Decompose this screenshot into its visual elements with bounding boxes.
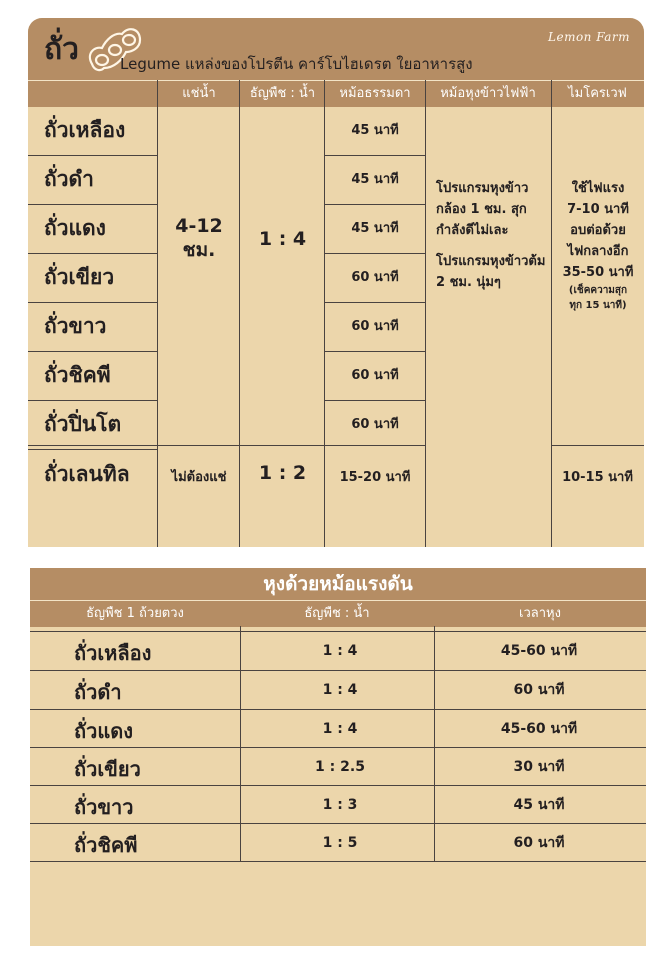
table-row [28,351,158,401]
header-subtitle: Legume แหล่งของโปรตีน คาร์โบไฮเดรต ใยอาหารสูง [120,55,473,73]
table-row [28,106,158,156]
grid-line [551,445,644,446]
pot-time: 60 นาที [351,417,399,432]
pot-time: 45 นาที [325,106,425,156]
pot-time: 60 นาที [325,302,425,352]
table-row [28,253,158,303]
bean-name: ถั่วเหลือง [44,118,126,142]
bean-name: ถั่วชิคพี [44,363,111,387]
bean-name: ถั่วชิคพี [74,833,138,857]
grid-line [30,861,646,862]
microwave-line: ไฟกลางอีก [567,244,629,259]
bean-name: ถั่วแดง [44,216,106,240]
ratio-value: 1 : 4 [258,228,307,250]
bean-name: ถั่วเลนทิล [44,462,130,486]
lentil-ratio: 1 : 2 [258,462,307,484]
soak-time-value: 4-12 [175,215,223,237]
table-row [30,671,646,709]
pot-time: 45 นาที [325,204,425,254]
col-bean: ธัญพืช 1 ถ้วยตวง [86,606,184,621]
ratio-value: 1 : 5 [322,835,358,851]
table-row [30,710,646,748]
col-time: เวลาหุง [519,606,561,621]
card-header [28,18,644,80]
bean-name: ถั่วเหลือง [74,641,152,665]
ratio-value: 1 : 4 [322,682,358,698]
pressure-cooker-title: หุงด้วยหม้อแรงดัน [30,568,646,600]
grid-line [425,80,426,547]
cook-time: 45-60 นาที [500,643,578,659]
rice-cooker-p2: โปรแกรมหุงข้าวต้ม 2 ชม. นุ่มๆ [436,254,546,290]
cook-time: 30 นาที [513,759,565,775]
page-title: ถั่ว [44,32,80,67]
col-soak: แช่น้ำ [182,86,216,101]
microwave-line: อบต่อด้วย [570,223,626,238]
table-row [28,400,158,450]
pot-time: 45 นาที [325,155,425,205]
table2-column-header [30,600,646,627]
microwave-note: (เช็คความสุก [568,285,628,296]
cook-time: 60 นาที [513,835,565,851]
ratio-value: 1 : 4 [322,643,358,659]
table-row [28,204,158,254]
bean-name: ถั่วแดง [74,719,133,743]
bean-name: ถั่วดำ [44,167,94,191]
bean-name: ถั่วขาว [44,314,107,338]
rice-cooker-p1: โปรแกรมหุงข้าวกล้อง 1 ชม. สุกกำลังดีไม่เละ [436,181,529,238]
microwave-line: 35-50 นาที [562,265,634,280]
ratio-value: 1 : 2.5 [315,759,365,775]
col-ratio: ธัญพืช : น้ำ [304,606,370,621]
col-microwave: ไมโครเวฟ [568,86,627,101]
lentil-microwave-time: 10-15 นาที [562,470,633,485]
bean-name: ถั่วดำ [74,680,122,704]
pot-time: 60 นาที [325,351,425,401]
cook-time: 60 นาที [513,682,565,698]
brand-logo: Lemon Farm [548,30,630,44]
pressure-cooker-card [30,568,646,946]
bean-name: ถั่วขาว [74,795,134,819]
table-row [30,786,646,824]
table-row [30,748,646,786]
microwave-note: ทุก 15 นาที) [569,300,627,311]
bean-name: ถั่วปิ่นโต [44,412,122,436]
cook-time: 45 นาที [513,797,565,813]
pot-time: 60 นาที [325,253,425,303]
col-pot: หม้อธรรมดา [339,86,411,101]
soak-time [158,214,240,262]
col-ratio: ธัญพืช : น้ำ [249,86,316,101]
ratio-value: 1 : 3 [322,797,358,813]
microwave-line: ใช้ไฟแรง [571,181,625,196]
lentil-pot-time: 15-20 นาที [339,470,411,485]
bean-name: ถั่วเขียว [44,265,115,289]
rice-cooker-instructions [436,178,556,303]
table-row [30,824,646,862]
grid-line [28,445,425,446]
soak-time-unit: ชม. [182,239,216,261]
lentil-soak: ไม่ต้องแช่ [171,470,227,485]
grid-line [30,631,646,632]
table-row [28,155,158,205]
ratio-value: 1 : 4 [322,721,358,737]
cook-time: 45-60 นาที [500,721,578,737]
table-row [28,302,158,352]
bean-name: ถั่วเขียว [74,757,141,781]
microwave-line: 7-10 นาที [567,202,629,217]
microwave-instructions [553,178,643,313]
cooking-guide-card [28,18,644,547]
table-row [30,632,646,670]
col-rice-cooker: หม้อหุงข้าวไฟฟ้า [440,86,536,101]
